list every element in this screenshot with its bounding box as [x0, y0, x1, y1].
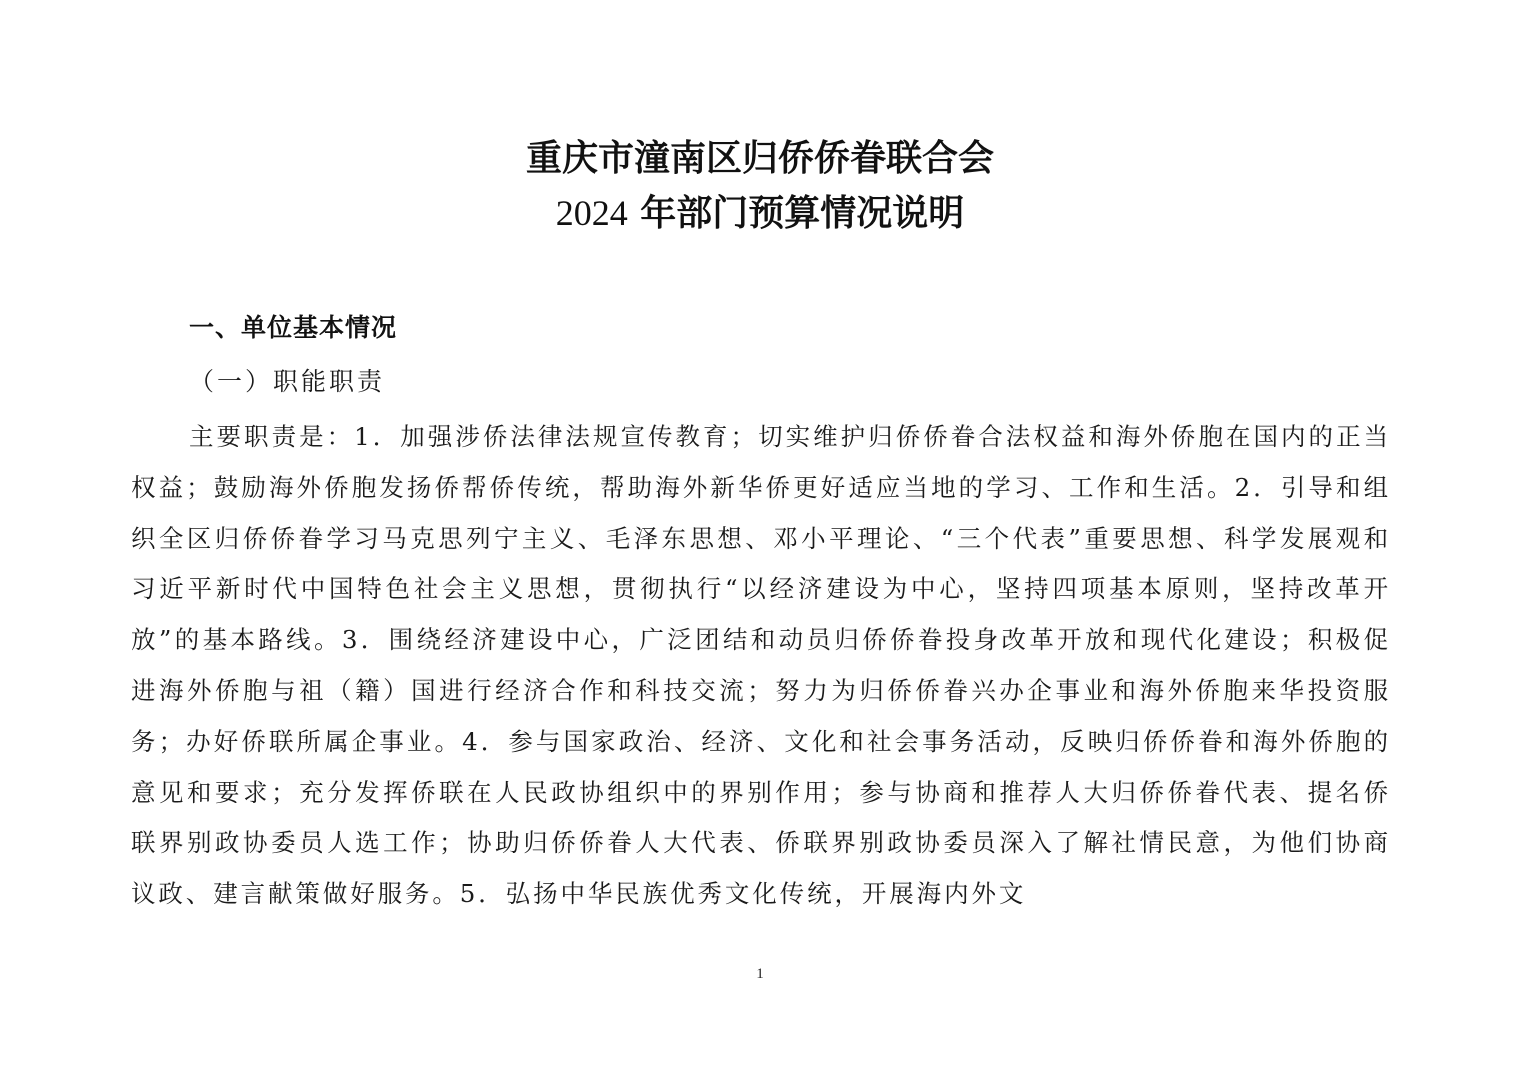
- page-number: 1: [756, 966, 764, 982]
- subsection-heading-duties: （一）职能职责: [189, 367, 386, 396]
- section-heading-basic-info: 一、单位基本情况: [189, 313, 398, 342]
- title-line2-text: 年部门预算情况说明: [627, 192, 965, 234]
- document-title-line2: [0, 192, 1520, 234]
- body-paragraph-duties: 主要职责是：1．加强涉侨法律法规宣传教育；切实维护归侨侨眷合法权益和海外侨胞在国内的正当权益；鼓励海外侨胞发扬侨帮侨传统，帮助海外新华侨更好适应当地的学习、工作和生活。2．引导和组织全区归侨侨眷学习马克思列宁主义、毛泽东思想、邓小平理论、“三个代表”重要思想、科学发展观和习近平新时代中国特色社会主义思想，贯彻执行“以经济建设为中心，坚持四项基本原则，坚持改革开放”的基本路线。3．围绕经济建设中心，广泛团结和动员归侨侨眷投身改革开放和现代化建设；积极促进海外侨胞与祖（籍）国进行经济合作和科技交流；努力为归侨侨眷兴办企事业和海外侨胞来华投资服务；办好侨联所属企事业。4．参与国家政治、经济、文化和社会事务活动，反映归侨侨眷和海外侨胞的意见和要求；充分发挥侨联在人民政协组织中的界别作用；参与协商和推荐人大归侨侨眷代表、提名侨联界别政协委员人选工作；协助归侨侨眷人大代表、侨联界别政协委员深入了解社情民意，为他们协商议政、建言献策做好服务。5．弘扬中华民族优秀文化传统，开展海内外文: [131, 422, 1391, 909]
- title-year: 2024: [555, 193, 628, 233]
- document-title-line1: 重庆市潼南区归侨侨眷联合会: [525, 137, 994, 179]
